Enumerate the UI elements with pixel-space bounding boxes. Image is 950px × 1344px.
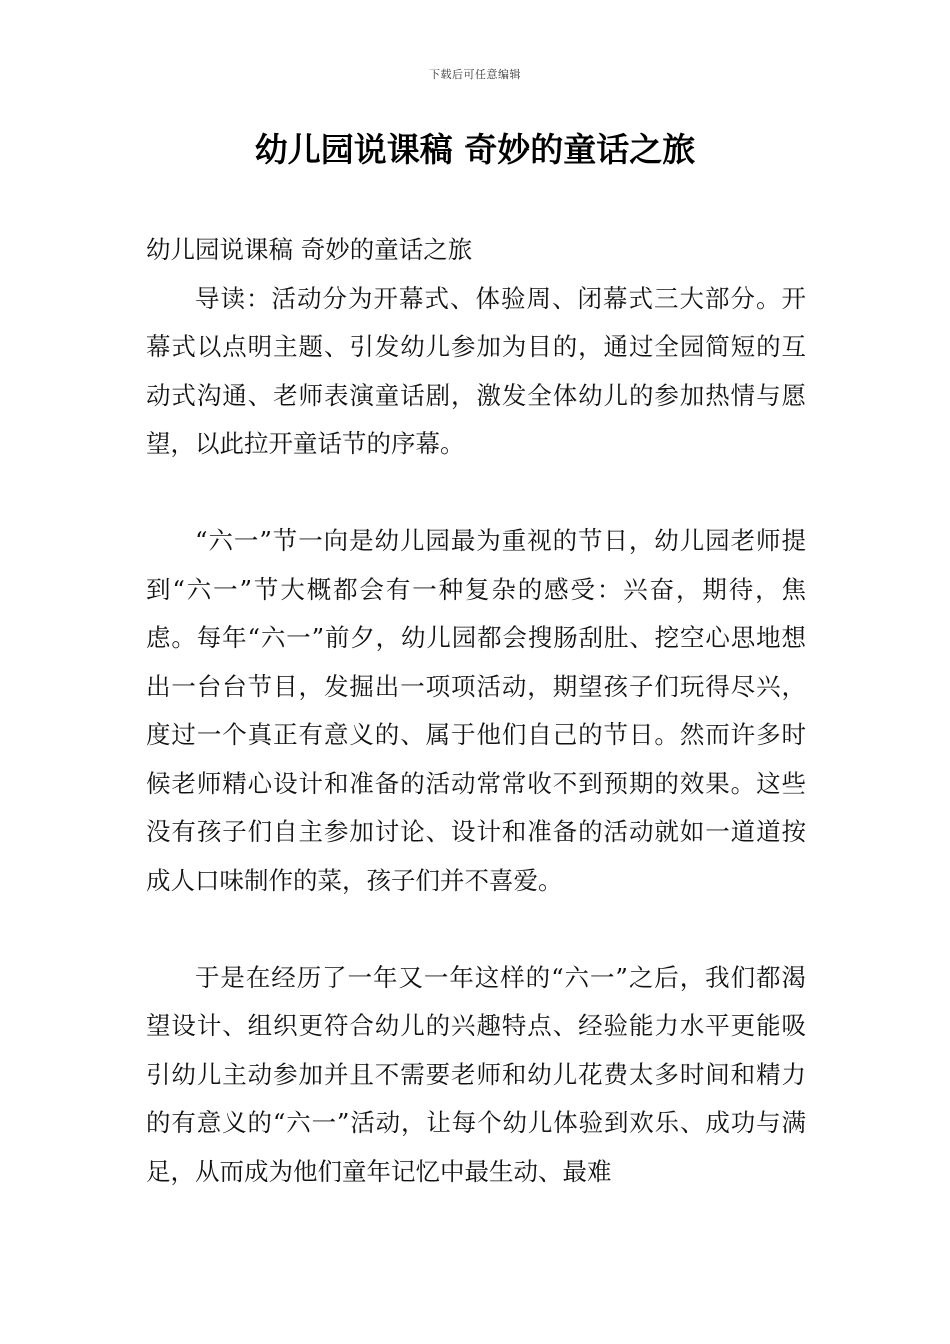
paragraph-spacer: [146, 469, 806, 518]
document-body: [146, 226, 806, 1196]
paragraph-third: 于是在经历了一年又一年这样的“六一”之后，我们都渴望设计、组织更符合幼儿的兴趣特点、经验能力水平更能吸引幼儿主动参加并且不需要老师和幼儿花费太多时间和精力的有意义的“六一”活动，让每个幼儿体验到欢乐、成功与满足，从而成为他们童年记忆中最生动、最难: [146, 962, 806, 1186]
subtitle-line: 幼儿园说课稿 奇妙的童话之旅: [146, 235, 473, 264]
document-title: 幼儿园说课稿 奇妙的童话之旅: [254, 130, 696, 169]
paragraph-spacer: [146, 905, 806, 954]
header-note: 下载后可任意编辑: [429, 68, 521, 81]
paragraph-second: “六一”节一向是幼儿园最为重视的节日，幼儿园老师提到“六一”节大概都会有一种复杂的感受：兴奋，期待，焦虑。每年“六一”前夕，幼儿园都会搜肠刮肚、挖空心思地想出一台台节目，发掘出一项项活动，期望孩子们玩得尽兴，度过一个真正有意义的、属于他们自己的节日。然而许多时候老师精心设计和准备的活动常常收不到预期的效果。这些没有孩子们自主参加讨论、设计和准备的活动就如一道道按成人口味制作的菜，孩子们并不喜爱。: [146, 526, 806, 895]
paragraph-intro: 导读：活动分为开幕式、体验周、闭幕式三大部分。开幕式以点明主题、引发幼儿参加为目的，通过全园简短的互动式沟通、老师表演童话剧，激发全体幼儿的参加热情与愿望，以此拉开童话节的序幕。: [146, 283, 806, 458]
